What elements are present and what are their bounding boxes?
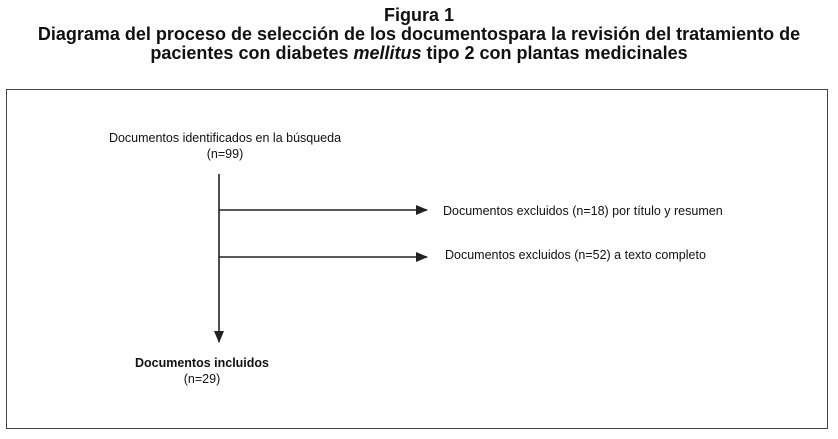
figure-title-part-1: Diagrama del proceso de selección de los documentospara la revisión del tratamiento de pacientes con diabetes: [37, 24, 801, 63]
node-identified-count: (n=99): [206, 147, 244, 161]
figure-title-italic: mellitus: [353, 43, 422, 63]
node-included-count: (n=29): [183, 372, 221, 386]
node-included-title: Documentos incluidos: [134, 356, 270, 370]
diagram-frame: [6, 89, 828, 429]
figure-title-part-2: tipo 2 con plantas medicinales: [421, 43, 688, 63]
node-identified-title: Documentos identificados en la búsqueda: [108, 131, 342, 145]
figure-title: [0, 25, 838, 63]
node-excluded-title-abstract: Documentos excluidos (n=18) por título y resumen: [443, 204, 723, 218]
figure-label: Figura 1: [383, 5, 454, 25]
connector-lines: [7, 90, 827, 428]
figure-heading: [0, 6, 838, 63]
node-excluded-full-text: Documentos excluidos (n=52) a texto completo: [445, 248, 706, 262]
